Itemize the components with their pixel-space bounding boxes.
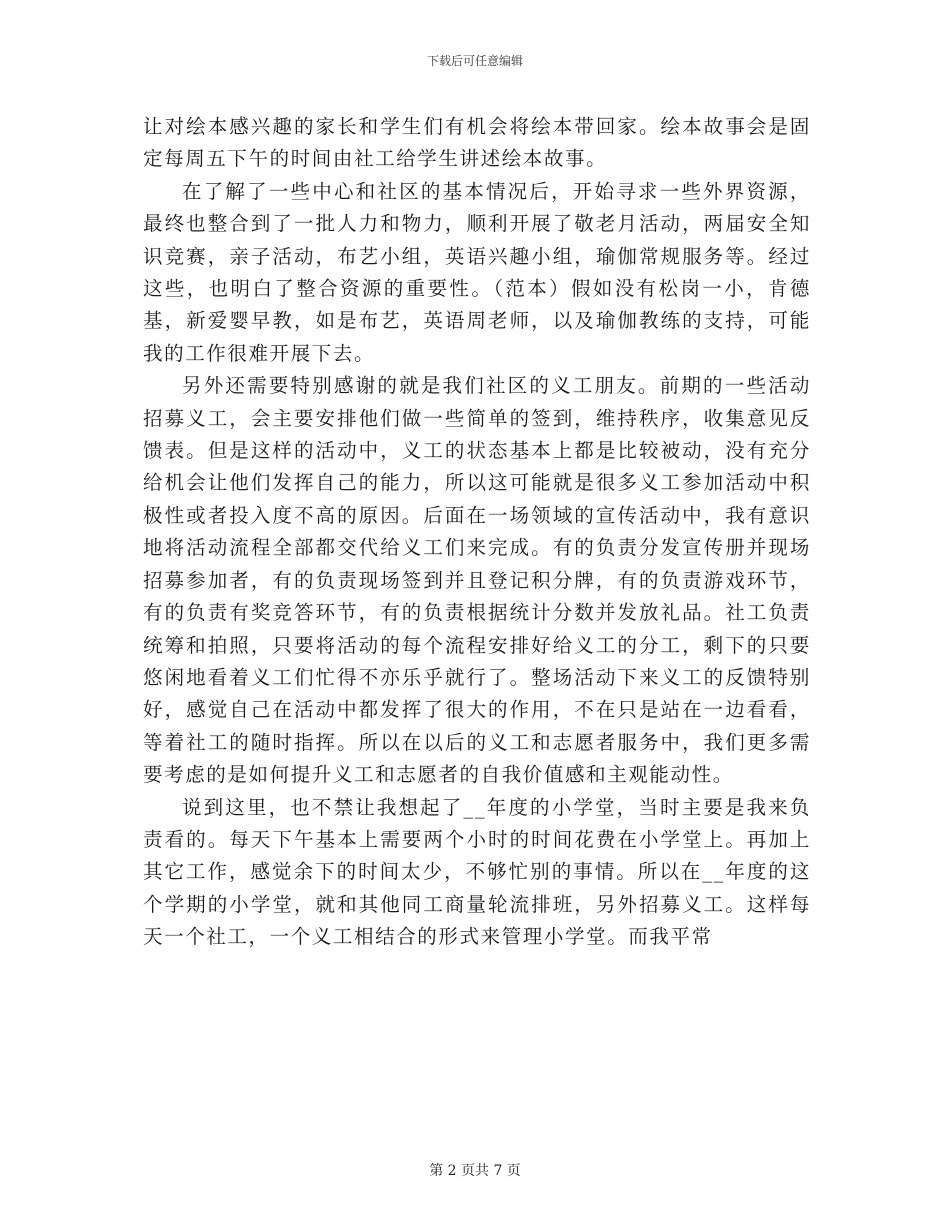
page-number: 第 2 页共 7 页 — [429, 1163, 521, 1179]
paragraph-resources: 在了解了一些中心和社区的基本情况后，开始寻求一些外界资源，最终也整合到了一批人力和物力，顺利开展了敬老月活动，两届安全知识竞赛，亲子活动，布艺小组，英语兴趣小组，瑜伽常规服务等。经过这些，也明白了整合资源的重要性。（范本）假如没有松岗一小，肯德基，新爱婴早教，如是布艺，英语周老师，以及瑜伽教练的支持，可能我的工作很难开展下去。 — [143, 179, 811, 365]
document-body — [143, 111, 811, 954]
paragraph-small-classroom: 说到这里，也不禁让我想起了__年度的小学堂，当时主要是我来负责看的。每天下午基本上需要两个小时的时间花费在小学堂上。再加上其它工作，感觉余下的时间太少，不够忙别的事情。所以在__年度的这个学期的小学堂，就和其他同工商量轮流排班，另外招募义工。这样每天一个社工，一个义工相结合的形式来管理小学堂。而我平常 — [143, 795, 811, 949]
page-header-note: 下载后可任意编辑 — [426, 54, 523, 68]
paragraph-volunteers: 另外还需要特别感谢的就是我们社区的义工朋友。前期的一些活动招募义工，会主要安排他们做一些简单的签到，维持秩序，收集意见反馈表。但是这样的活动中，义工的状态基本上都是比较被动，没有充分给机会让他们发挥自己的能力，所以这可能就是很多义工参加活动中积极性或者投入度不高的原因。后面在一场领域的宣传活动中，我有意识地将活动流程全部都交代给义工们来完成。有的负责分发宣传册并现场招募参加者，有的负责现场签到并且登记积分牌，有的负责游戏环节，有的负责有奖竞答环节，有的负责根据统计分数并发放礼品。社工负责统筹和拍照，只要将活动的每个流程安排好给义工的分工，剩下的只要悠闲地看着义工们忙得不亦乐乎就行了。整场活动下来义工的反馈特别好，感觉自己在活动中都发挥了很大的作用，不在只是站在一边看看，等着社工的随时指挥。所以在以后的义工和志愿者服务中，我们更多需要考虑的是如何提升义工和志愿者的自我价值感和主观能动性。 — [143, 374, 811, 787]
paragraph-continued: 让对绘本感兴趣的家长和学生们有机会将绘本带回家。绘本故事会是固定每周五下午的时间由社工给学生讲述绘本故事。 — [143, 115, 811, 171]
